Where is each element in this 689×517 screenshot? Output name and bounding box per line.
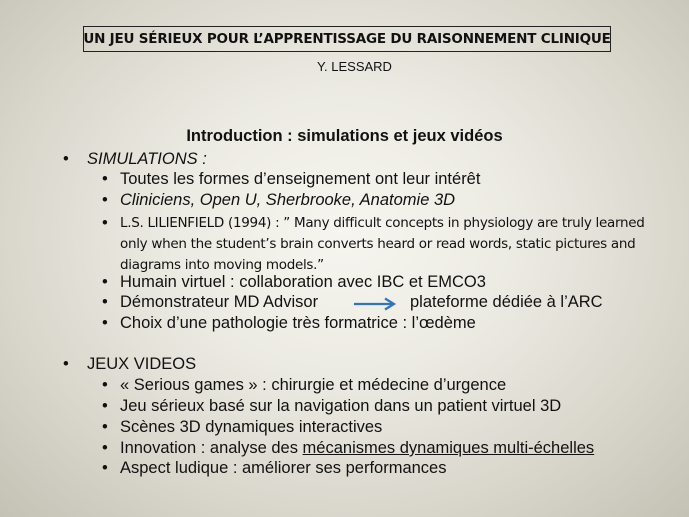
slide-title <box>83 26 611 52</box>
bullet-text: JEUX VIDEOS <box>87 355 197 373</box>
bullet-dot: • <box>63 150 69 168</box>
sub-bullet-dot: • <box>102 214 108 232</box>
slide-title-text: UN JEU SÉRIEUX POUR L’APPRENTISSAGE DU RAISONNEMENT CLINIQUE <box>83 31 611 47</box>
lilienfield-quote: L.S. LILIENFIELD (1994) : ” Many difficult concepts in physiology are truly learned only when the student’s brain converts heard or read words, static pictures and diagrams into moving models.” <box>120 215 645 273</box>
platform-text: plateforme dédiée à l’ARC <box>410 293 603 311</box>
underlined-text: mécanismes dynamiques multi-échelles <box>302 439 595 457</box>
right-arrow-icon <box>352 297 400 311</box>
bullet-text: SIMULATIONS : <box>87 150 207 168</box>
section-heading: Introduction : simulations et jeux vidéos <box>186 127 503 145</box>
author: Y. LESSARD <box>317 59 392 74</box>
bullet-dot: • <box>63 355 69 373</box>
